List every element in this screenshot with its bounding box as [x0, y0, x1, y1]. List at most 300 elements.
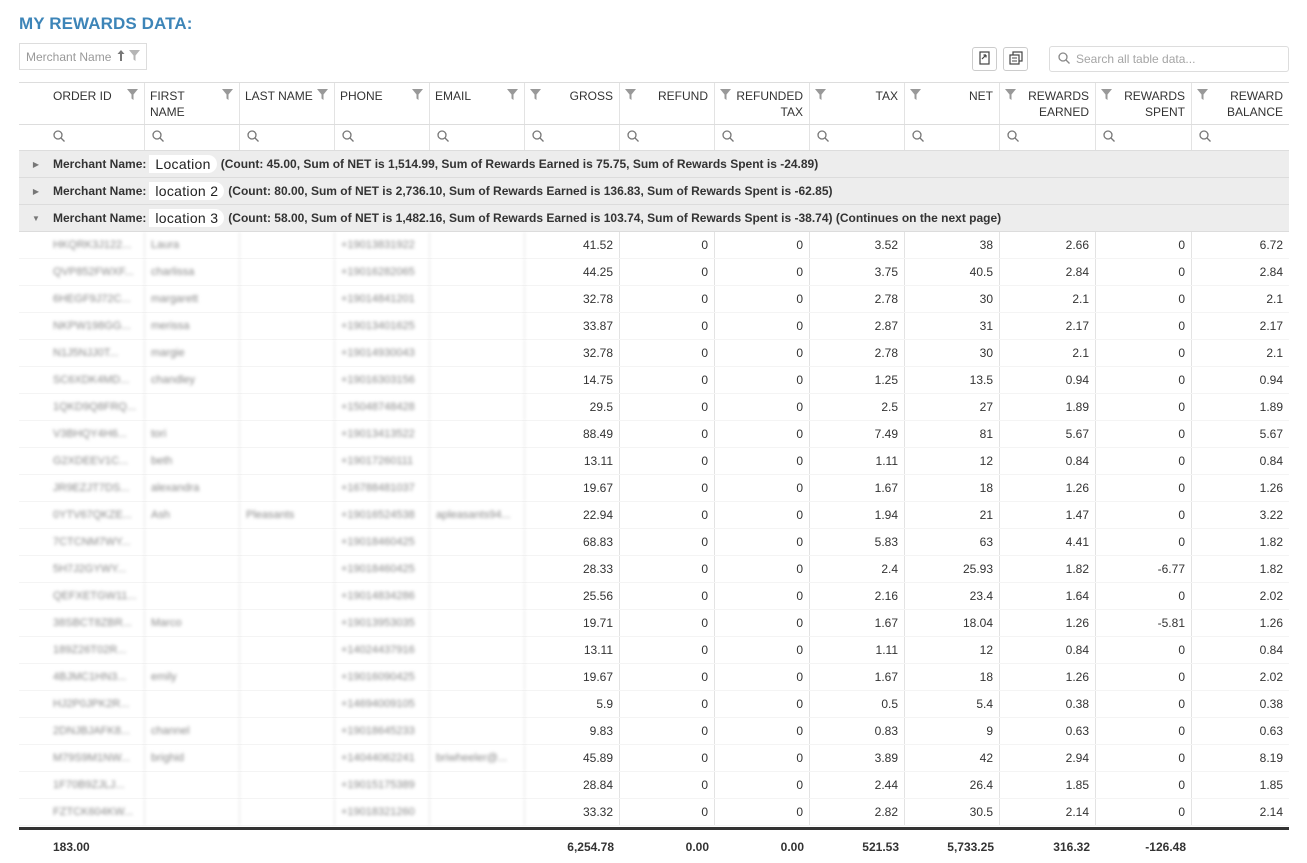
- cell-rewards-spent: 0: [1096, 232, 1192, 258]
- group-row[interactable]: [19, 178, 1289, 205]
- cell-net: 25.93: [905, 556, 1000, 582]
- cell-rewards-earned: 4.41: [1000, 529, 1096, 555]
- filter-cell-gross[interactable]: [525, 125, 620, 150]
- cell-email: [430, 718, 525, 744]
- cell-rewards-spent: 0: [1096, 475, 1192, 501]
- column-header-gross[interactable]: [525, 83, 620, 124]
- cell-order-id: G2XDEEV1C...: [19, 448, 145, 474]
- cell-refund: 0: [620, 475, 715, 501]
- cell-refund: 0: [620, 772, 715, 798]
- magnifier-icon: [817, 130, 829, 145]
- cell-phone: +19013413522: [335, 421, 430, 447]
- cell-rewards-spent: 0: [1096, 502, 1192, 528]
- cell-phone: +16788481037: [335, 475, 430, 501]
- table-row[interactable]: [19, 772, 1289, 799]
- magnifier-icon: [532, 130, 544, 145]
- cell-rewards-spent: 0: [1096, 718, 1192, 744]
- table-row[interactable]: [19, 367, 1289, 394]
- cell-gross: 14.75: [525, 367, 620, 393]
- cell-first-name: alexandra: [145, 475, 240, 501]
- cell-tax: 0.83: [810, 718, 905, 744]
- cell-refund: 0: [620, 745, 715, 771]
- column-header-net[interactable]: [905, 83, 1000, 124]
- column-header-label: TAX: [875, 89, 898, 103]
- cell-rewards-earned: 0.63: [1000, 718, 1096, 744]
- column-header-rewards-spent[interactable]: [1096, 83, 1192, 124]
- column-header-label: REFUNDED TAX: [736, 89, 803, 119]
- cell-gross: 33.32: [525, 799, 620, 825]
- sort-asc-icon[interactable]: [117, 50, 125, 64]
- column-header-label: PHONE: [340, 89, 383, 103]
- total-net: 5,733.25: [947, 839, 994, 854]
- filter-cell-refunded-tax[interactable]: [715, 125, 810, 150]
- cell-net: 13.5: [905, 367, 1000, 393]
- cell-phone: +14694009105: [335, 691, 430, 717]
- cell-tax: 2.82: [810, 799, 905, 825]
- cell-order-id: SC6XDK4MD...: [19, 367, 145, 393]
- cell-reward-balance: 1.26: [1259, 616, 1283, 630]
- table-row[interactable]: [19, 799, 1289, 826]
- group-value: location 3: [149, 209, 224, 227]
- cell-last-name: [240, 529, 335, 555]
- cell-email: apleasants94...: [430, 502, 525, 528]
- cell-tax: 3.52: [810, 232, 905, 258]
- cell-rewards-earned: 1.47: [1000, 502, 1096, 528]
- cell-order-id: FZTCK604KW...: [19, 799, 145, 825]
- cell-phone: +19016090425: [335, 664, 430, 690]
- cell-reward-balance: 6.72: [1259, 238, 1283, 252]
- cell-phone: +19015175389: [335, 772, 430, 798]
- table-row[interactable]: [19, 529, 1289, 556]
- cell-order-id: 189Z26T02R...: [19, 637, 145, 663]
- cell-gross: 32.78: [525, 340, 620, 366]
- cell-order-id: HKQRK3J122...: [19, 232, 145, 258]
- cell-last-name: [240, 556, 335, 582]
- magnifier-icon: [342, 130, 354, 145]
- cell-reward-balance: 0.94: [1259, 373, 1283, 387]
- cell-email: [430, 394, 525, 420]
- cell-email: [430, 340, 525, 366]
- column-header-label: REWARDS EARNED: [1028, 89, 1089, 119]
- filter-cell-first-name[interactable]: [145, 125, 240, 150]
- group-by-label: Merchant Name: [26, 49, 112, 64]
- funnel-icon[interactable]: [507, 88, 518, 104]
- cell-gross: 19.71: [525, 610, 620, 636]
- cell-net: 12: [905, 637, 1000, 663]
- column-header-rewards-earned[interactable]: [1000, 83, 1096, 124]
- column-header-refunded-tax[interactable]: [715, 83, 810, 124]
- total-gross: 6,254.78: [567, 839, 614, 854]
- cell-rewards-earned: 1.26: [1000, 610, 1096, 636]
- filter-cell-tax[interactable]: [810, 125, 905, 150]
- cell-phone: +19016303156: [335, 367, 430, 393]
- cell-tax: 1.94: [810, 502, 905, 528]
- table-row[interactable]: [19, 583, 1289, 610]
- cell-order-id: 7CTCNM7WY...: [19, 529, 145, 555]
- cell-first-name: [145, 772, 240, 798]
- caret-down-icon[interactable]: ▼: [32, 213, 40, 223]
- table-search[interactable]: [1049, 46, 1289, 72]
- cell-rewards-earned: 2.1: [1000, 340, 1096, 366]
- funnel-icon[interactable]: [1005, 88, 1016, 104]
- cell-refunded-tax: 0: [715, 799, 810, 825]
- cell-email: [430, 610, 525, 636]
- group-label: Merchant Name:: [53, 184, 147, 198]
- filter-cell-net[interactable]: [905, 125, 1000, 150]
- cell-refund: 0: [620, 718, 715, 744]
- table-row[interactable]: [19, 691, 1289, 718]
- table-row[interactable]: [19, 232, 1289, 259]
- cell-rewards-spent: 0: [1096, 448, 1192, 474]
- cell-first-name: [145, 637, 240, 663]
- cell-phone: +14044062241: [335, 745, 430, 771]
- cell-rewards-earned: 1.64: [1000, 583, 1096, 609]
- cell-phone: +15048748428: [335, 394, 430, 420]
- group-row[interactable]: [19, 205, 1289, 232]
- cell-order-id: 1F70B9ZJLJ...: [19, 772, 145, 798]
- cell-rewards-spent: 0: [1096, 286, 1192, 312]
- cell-refunded-tax: 0: [715, 286, 810, 312]
- filter-cell-phone[interactable]: [335, 125, 430, 150]
- column-header-refund[interactable]: [620, 83, 715, 124]
- cell-rewards-spent: 0: [1096, 394, 1192, 420]
- group-row[interactable]: [19, 151, 1289, 178]
- cell-refund: 0: [620, 232, 715, 258]
- cell-phone: +19016282065: [335, 259, 430, 285]
- cell-rewards-spent: -6.77: [1096, 556, 1192, 582]
- cell-first-name: emily: [145, 664, 240, 690]
- cell-email: [430, 313, 525, 339]
- cell-refunded-tax: 0: [715, 772, 810, 798]
- cell-refunded-tax: 0: [715, 394, 810, 420]
- cell-tax: 1.11: [810, 637, 905, 663]
- filter-cell-refund[interactable]: [620, 125, 715, 150]
- cell-reward-balance: 2.1: [1266, 346, 1283, 360]
- column-header-label: LAST NAME: [245, 89, 313, 103]
- cell-first-name: channel: [145, 718, 240, 744]
- magnifier-icon: [1058, 52, 1070, 67]
- cell-email: [430, 556, 525, 582]
- column-header-first-name[interactable]: [145, 83, 240, 124]
- cell-reward-balance: 2.14: [1259, 805, 1283, 819]
- table-row[interactable]: [19, 421, 1289, 448]
- cell-reward-balance: 0.84: [1259, 643, 1283, 657]
- column-header-label: REFUND: [658, 89, 708, 103]
- cell-gross: 13.11: [525, 448, 620, 474]
- total-rewards-earned: 316.32: [1053, 839, 1090, 854]
- search-input[interactable]: [1076, 52, 1276, 66]
- cell-refunded-tax: 0: [715, 448, 810, 474]
- filter-cell-rewards-spent[interactable]: [1096, 125, 1192, 150]
- cell-net: 38: [905, 232, 1000, 258]
- funnel-icon[interactable]: [910, 88, 921, 104]
- column-chooser-icon: [1009, 51, 1023, 68]
- cell-refund: 0: [620, 340, 715, 366]
- cell-email: [430, 799, 525, 825]
- total-refund: 0.00: [685, 839, 709, 854]
- table-row[interactable]: [19, 394, 1289, 421]
- cell-refunded-tax: 0: [715, 475, 810, 501]
- funnel-icon[interactable]: [720, 88, 731, 104]
- cell-rewards-spent: 0: [1096, 367, 1192, 393]
- cell-email: briwheeler@...: [430, 745, 525, 771]
- cell-rewards-spent: 0: [1096, 313, 1192, 339]
- cell-email: [430, 448, 525, 474]
- cell-rewards-spent: 0: [1096, 529, 1192, 555]
- cell-net: 9: [905, 718, 1000, 744]
- cell-gross: 44.25: [525, 259, 620, 285]
- cell-gross: 22.94: [525, 502, 620, 528]
- total-email: [430, 830, 525, 863]
- cell-rewards-earned: 0.84: [1000, 637, 1096, 663]
- column-header-phone[interactable]: [335, 83, 430, 124]
- cell-net: 27: [905, 394, 1000, 420]
- funnel-icon[interactable]: [127, 88, 138, 104]
- column-header-tax[interactable]: [810, 83, 905, 124]
- cell-refunded-tax: 0: [715, 745, 810, 771]
- cell-net: 23.4: [905, 583, 1000, 609]
- column-header-email[interactable]: [430, 83, 525, 124]
- cell-tax: 5.83: [810, 529, 905, 555]
- column-header-label: EMAIL: [435, 89, 472, 103]
- cell-last-name: Pleasants: [240, 502, 335, 528]
- cell-tax: 2.5: [810, 394, 905, 420]
- column-header-last-name[interactable]: [240, 83, 335, 124]
- cell-phone: +19013953035: [335, 610, 430, 636]
- cell-gross: 45.89: [525, 745, 620, 771]
- cell-tax: 1.67: [810, 610, 905, 636]
- column-header-label: ORDER ID: [53, 89, 112, 103]
- column-header-label: FIRST NAME: [150, 89, 185, 119]
- cell-gross: 28.84: [525, 772, 620, 798]
- cell-rewards-spent: 0: [1096, 637, 1192, 663]
- cell-last-name: [240, 718, 335, 744]
- cell-email: [430, 583, 525, 609]
- funnel-icon[interactable]: [1197, 88, 1208, 104]
- cell-last-name: [240, 340, 335, 366]
- cell-rewards-spent: 0: [1096, 799, 1192, 825]
- table-row[interactable]: [19, 502, 1289, 529]
- group-label: Merchant Name:: [53, 157, 147, 171]
- cell-rewards-earned: 2.66: [1000, 232, 1096, 258]
- cell-rewards-spent: 0: [1096, 583, 1192, 609]
- cell-net: 40.5: [905, 259, 1000, 285]
- cell-rewards-earned: 2.1: [1000, 286, 1096, 312]
- cell-refunded-tax: 0: [715, 232, 810, 258]
- cell-rewards-spent: 0: [1096, 259, 1192, 285]
- cell-net: 18: [905, 475, 1000, 501]
- cell-order-id: 38SBCT8ZBR...: [19, 610, 145, 636]
- cell-rewards-spent: 0: [1096, 340, 1192, 366]
- cell-refunded-tax: 0: [715, 313, 810, 339]
- cell-gross: 32.78: [525, 286, 620, 312]
- table-row[interactable]: [19, 718, 1289, 745]
- cell-email: [430, 367, 525, 393]
- cell-rewards-earned: 1.26: [1000, 664, 1096, 690]
- total-order-id: 183.00: [53, 839, 90, 854]
- table-row[interactable]: [19, 745, 1289, 772]
- caret-right-icon[interactable]: ▶: [32, 159, 40, 169]
- cell-email: [430, 286, 525, 312]
- column-header-label: REWARDS SPENT: [1124, 89, 1185, 119]
- cell-order-id: N1J5NJJ0T...: [19, 340, 145, 366]
- cell-first-name: chandley: [145, 367, 240, 393]
- total-phone: [335, 830, 430, 863]
- cell-rewards-earned: 0.84: [1000, 448, 1096, 474]
- funnel-icon[interactable]: [129, 50, 140, 64]
- cell-reward-balance: 0.84: [1259, 454, 1283, 468]
- cell-email: [430, 475, 525, 501]
- cell-rewards-spent: 0: [1096, 745, 1192, 771]
- cell-last-name: [240, 799, 335, 825]
- cell-refunded-tax: 0: [715, 718, 810, 744]
- export-button[interactable]: [972, 47, 997, 71]
- cell-phone: +19018321260: [335, 799, 430, 825]
- table-row[interactable]: [19, 637, 1289, 664]
- magnifier-icon: [152, 130, 164, 145]
- cell-tax: 3.75: [810, 259, 905, 285]
- total-tax: 521.53: [862, 839, 899, 854]
- table-row[interactable]: [19, 448, 1289, 475]
- totals-row: [19, 827, 1289, 863]
- cell-last-name: [240, 286, 335, 312]
- cell-last-name: [240, 583, 335, 609]
- table-row[interactable]: [19, 664, 1289, 691]
- column-header-order-id[interactable]: [19, 83, 145, 124]
- cell-tax: 2.78: [810, 340, 905, 366]
- cell-rewards-spent: 0: [1096, 664, 1192, 690]
- column-chooser-button[interactable]: [1003, 47, 1028, 71]
- cell-email: [430, 421, 525, 447]
- group-by-chip[interactable]: [19, 43, 147, 70]
- funnel-icon[interactable]: [222, 88, 233, 104]
- cell-refund: 0: [620, 637, 715, 663]
- column-header-label: REWARD BALANCE: [1226, 89, 1283, 119]
- cell-last-name: [240, 394, 335, 420]
- funnel-icon[interactable]: [625, 88, 636, 104]
- funnel-icon[interactable]: [1101, 88, 1112, 104]
- cell-first-name: [145, 556, 240, 582]
- cell-net: 31: [905, 313, 1000, 339]
- cell-phone: +19018460425: [335, 529, 430, 555]
- cell-reward-balance: 3.22: [1259, 508, 1283, 522]
- cell-reward-balance: 1.89: [1259, 400, 1283, 414]
- cell-rewards-earned: 0.38: [1000, 691, 1096, 717]
- cell-first-name: margie: [145, 340, 240, 366]
- cell-first-name: Ash: [145, 502, 240, 528]
- table-row[interactable]: [19, 340, 1289, 367]
- magnifier-icon: [912, 130, 924, 145]
- cell-order-id: 1QKD9Q8FRQ...: [19, 394, 145, 420]
- cell-phone: +14024437916: [335, 637, 430, 663]
- cell-phone: +19013831922: [335, 232, 430, 258]
- caret-right-icon[interactable]: ▶: [32, 186, 40, 196]
- cell-gross: 19.67: [525, 475, 620, 501]
- cell-email: [430, 637, 525, 663]
- filter-cell-rewards-earned[interactable]: [1000, 125, 1096, 150]
- cell-order-id: 5H7J2GYWY...: [19, 556, 145, 582]
- column-header-label: NET: [969, 89, 993, 103]
- cell-first-name: tori: [145, 421, 240, 447]
- cell-first-name: [145, 529, 240, 555]
- cell-rewards-spent: 0: [1096, 421, 1192, 447]
- cell-email: [430, 664, 525, 690]
- funnel-icon[interactable]: [412, 88, 423, 104]
- cell-refund: 0: [620, 367, 715, 393]
- table-row[interactable]: [19, 313, 1289, 340]
- cell-tax: 1.67: [810, 475, 905, 501]
- cell-rewards-earned: 1.89: [1000, 394, 1096, 420]
- cell-reward-balance: 2.84: [1259, 265, 1283, 279]
- funnel-icon[interactable]: [815, 88, 826, 104]
- group-summary: (Count: 58.00, Sum of NET is 1,482.16, Sum of Rewards Earned is 103.74, Sum of Rewards Spent is -38.74) (Continues on the next page): [228, 211, 1002, 225]
- cell-gross: 41.52: [525, 232, 620, 258]
- data-rows: [19, 232, 1289, 826]
- funnel-icon[interactable]: [530, 88, 541, 104]
- cell-first-name: brighid: [145, 745, 240, 771]
- magnifier-icon: [1007, 130, 1019, 145]
- cell-rewards-spent: -5.81: [1096, 610, 1192, 636]
- filter-cell-last-name[interactable]: [240, 125, 335, 150]
- cell-tax: 1.67: [810, 664, 905, 690]
- cell-refund: 0: [620, 421, 715, 447]
- cell-net: 12: [905, 448, 1000, 474]
- magnifier-icon: [1199, 130, 1211, 145]
- cell-last-name: [240, 691, 335, 717]
- cell-last-name: [240, 745, 335, 771]
- cell-refund: 0: [620, 502, 715, 528]
- cell-refunded-tax: 0: [715, 583, 810, 609]
- group-rows: [19, 151, 1289, 232]
- cell-first-name: charlissa: [145, 259, 240, 285]
- cell-gross: 25.56: [525, 583, 620, 609]
- magnifier-icon: [53, 130, 65, 145]
- total-last-name: [240, 830, 335, 863]
- column-header-reward-balance[interactable]: [1192, 83, 1289, 124]
- cell-first-name: [145, 799, 240, 825]
- cell-gross: 19.67: [525, 664, 620, 690]
- table-row[interactable]: [19, 556, 1289, 583]
- cell-gross: 9.83: [525, 718, 620, 744]
- cell-last-name: [240, 259, 335, 285]
- cell-gross: 13.11: [525, 637, 620, 663]
- cell-refunded-tax: 0: [715, 340, 810, 366]
- filter-cell-order-id[interactable]: [19, 125, 145, 150]
- cell-last-name: [240, 313, 335, 339]
- filter-cell-email[interactable]: [430, 125, 525, 150]
- funnel-icon[interactable]: [317, 88, 328, 104]
- cell-rewards-earned: 1.82: [1000, 556, 1096, 582]
- cell-reward-balance: 0.38: [1259, 697, 1283, 711]
- cell-net: 81: [905, 421, 1000, 447]
- cell-refunded-tax: 0: [715, 637, 810, 663]
- cell-order-id: JR9EZJT7DS...: [19, 475, 145, 501]
- table-row[interactable]: [19, 610, 1289, 637]
- cell-phone: +19014841201: [335, 286, 430, 312]
- cell-tax: 2.16: [810, 583, 905, 609]
- cell-last-name: [240, 637, 335, 663]
- table-row[interactable]: [19, 286, 1289, 313]
- table-row[interactable]: [19, 475, 1289, 502]
- cell-email: [430, 259, 525, 285]
- filter-cell-reward-balance[interactable]: [1192, 125, 1289, 150]
- table-row[interactable]: [19, 259, 1289, 286]
- cell-order-id: QEFXETGW11...: [19, 583, 145, 609]
- magnifier-icon: [247, 130, 259, 145]
- total-reward-balance: [1192, 830, 1289, 863]
- cell-refund: 0: [620, 394, 715, 420]
- cell-refunded-tax: 0: [715, 556, 810, 582]
